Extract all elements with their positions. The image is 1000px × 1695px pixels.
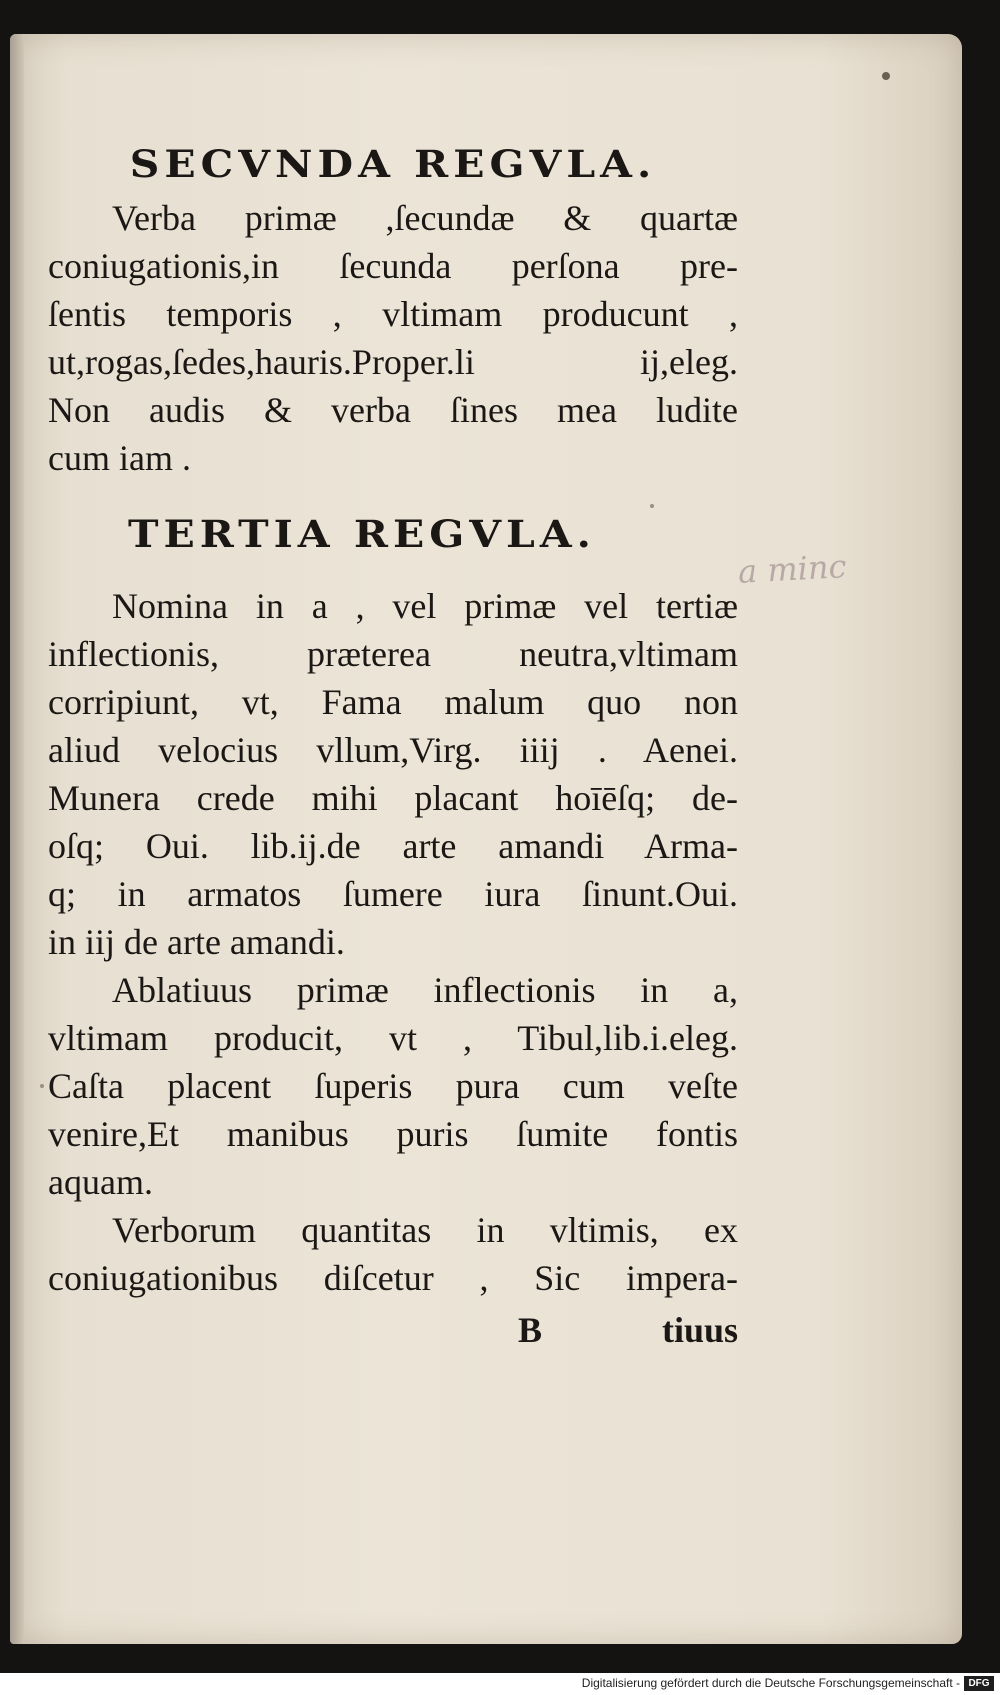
text-line: aliud velocius vllum,Virg. iiij . Aenei. — [48, 730, 738, 770]
handwritten-marginalia: a minc — [737, 547, 848, 591]
text-line: corripiunt, vt, Fama malum quo non — [48, 682, 738, 722]
text-line: aquam. — [48, 1162, 153, 1202]
text-line: Caſta placent ſuperis pura cum veſte — [48, 1066, 738, 1106]
text-line: venire,Et manibus puris ſumite fontis — [48, 1114, 738, 1154]
paragraph-verborum — [48, 1206, 738, 1302]
paragraph-secunda — [48, 194, 738, 482]
funding-credit: Digitalisierung gefördert durch die Deutsche Forschungsgemeinschaft - — [581, 1676, 960, 1690]
text-line: inflectionis, præterea neutra,vltimam — [48, 634, 738, 674]
text-line: oſq; Oui. lib.ij.de arte amandi Arma- — [48, 826, 738, 866]
text-line: vltimam producit, vt , Tibul,lib.i.eleg. — [48, 1018, 738, 1058]
text-line: ſentis temporis , vltimam producunt , — [48, 294, 738, 334]
text-line: Non audis & verba ſines mea ludite — [48, 390, 738, 430]
text-line: coniugationis,in ſecunda perſona pre- — [48, 246, 738, 286]
page-speck — [882, 72, 890, 80]
text-line: Nomina in a , vel primæ vel tertiæ — [112, 586, 738, 626]
text-line: Ablatiuus primæ inflectionis in a, — [112, 970, 738, 1010]
page-text — [48, 134, 738, 1358]
text-line: in iij de arte amandi. — [48, 922, 345, 962]
text-line: cum iam . — [48, 438, 191, 478]
page-foot-row — [48, 1302, 738, 1358]
catchword: tiuus — [661, 1310, 738, 1350]
dfg-logo: DFG — [964, 1676, 994, 1691]
text-line: q; in armatos ſumere iura ſinunt.Oui. — [48, 874, 738, 914]
text-line: Verborum quantitas in vltimis, ex — [112, 1210, 738, 1250]
book-page — [10, 34, 962, 1644]
heading-secunda-regula: SECVNDA REGVLA. — [129, 141, 657, 187]
page-speck — [40, 1084, 44, 1088]
text-line: Munera crede mihi placant hoīēſq; de- — [48, 778, 738, 818]
paragraph-tertia — [48, 582, 738, 966]
page-gutter — [10, 34, 24, 1644]
paragraph-ablatiuus — [48, 966, 738, 1206]
digitization-footer — [0, 1673, 1000, 1695]
text-line: Verba primæ ,ſecundæ & quartæ — [112, 198, 738, 238]
signature-mark: B — [518, 1310, 543, 1350]
heading-tertia-regula: TERTIA REGVLA. — [128, 511, 596, 557]
text-line: coniugationibus diſcetur , Sic impera- — [48, 1258, 738, 1298]
text-line: ut,rogas,ſedes,hauris.Proper.li ij,eleg. — [48, 342, 738, 382]
